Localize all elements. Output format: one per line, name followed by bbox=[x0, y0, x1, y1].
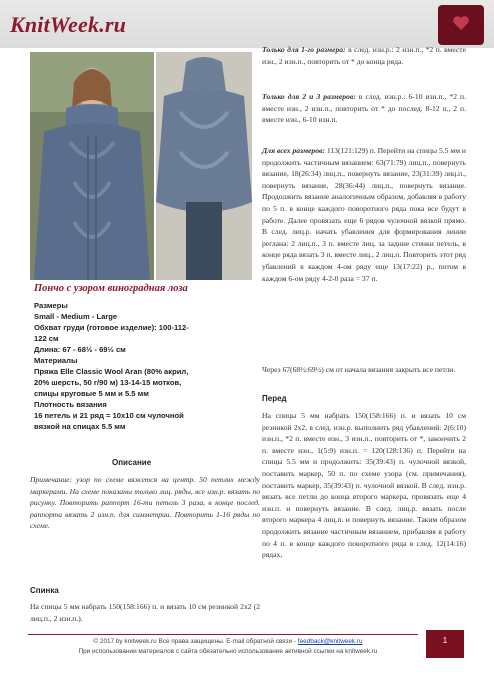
poncho-side-illustration bbox=[156, 52, 252, 280]
chest-value: 122 см bbox=[34, 334, 59, 343]
back-title: Спинка bbox=[30, 586, 59, 595]
length-value: Длина: 67 - 68½ - 69½ см bbox=[34, 345, 126, 354]
specs-block bbox=[34, 300, 256, 432]
chest-label: Обхват груди (готовое изделие): 100-112- bbox=[34, 323, 189, 332]
poncho-photo-side bbox=[156, 52, 252, 280]
footer-copyright bbox=[28, 637, 428, 647]
size1-text: в след. изн.р.: 2 изн.п., *2 п. вместе изн., 2 изн.п., повторить от * до конца ряда. bbox=[262, 45, 466, 66]
footer-divider bbox=[28, 634, 418, 635]
size23-lead: Только для 2 и 3 размеров: bbox=[262, 92, 356, 101]
all-sizes-text: 113(121:129) п. Перейти на спицы 5.5 мм и продолжить частичным вязанием: 63(71:79) лиц.п., повернуть вязание, 18(26:34) лиц.п., повернуть вязание, 23(31:39) лиц.п., повернуть вязание, 28(36:44) лиц.п., повернуть вязание. Продолжить вязание аналогичным образом, добавляя в работу по 5 п. в конце каждого поворотного ряда пока все будут в работе. Далее провязать еще 6 рядов чулочной вязкой прямо. В след. лиц.р. начать убавления для формирования линии реглана: 2 лиц.п., 3 п. вместе лиц. за задние стенки петель, в конце ряда вязать 3 п. вместе лиц., 2 лиц.п. Повторить этот ряд убавлений в каждом 4-ом ряду еще 13(17:22) р., потом в каждом 6-ом ряду 4-2-0 раза = 37 п. bbox=[262, 146, 466, 283]
back-text: На спицы 5 мм набрать 150(158:166) п. и вязать 10 см резинкой 2х2 (2 лиц.п., 2 изн.п.). bbox=[30, 602, 260, 623]
size23-paragraph bbox=[262, 91, 466, 126]
gauge-line-1: 16 петель и 21 ряд = 10x10 см чулочной bbox=[34, 411, 184, 420]
front-text: На спицы 5 мм набрать 150(158:166) п. и вязать 10 см резинкой 2х2, в след. изн.р. выполнить ряд убавлений: 2(6:10) изн.п., *2 п. вместе изн., 3 изн.п., повторить от *, закончить 2 п. вместе изн., 1(5:9) изн.п. = 120(128:136) п. Перейти на спицы 5.5 мм и продолжить: 35(39:43) п. чулочной вязкой, поставить маркер, 50 п. по схеме узора (см. примечания), поставить маркер, 35(39:43) п. чулочной вязкой. В след. изн.р. вязать все петли до конца второго маркера, провязать еще 4 изн.п. и повернуть вязание. В след. лиц.р. вязать после второго маркера 4 лиц.п. и повернуть вязание. Таким образом продолжить вязание частичным вязанием, прибавляя в работу по 4 п. в конце каждого поворотного ряда в след. 12(14:16) рядах, bbox=[262, 411, 466, 560]
description-text: Примечание: узор по схеме вяжется на центр. 50 петлях между маркерами. На схеме показаны только лиц. ряды, все изн.р. вязать по рисунку. Повторить раппорт 16-ти петель 3 раза, в конце послед. раппорта вязать 2 изн.п. для симметрии. Повторить 1-16 ряды по схеме. bbox=[30, 475, 260, 531]
materials-line-2: 20% шерсть, 50 г/90 м) 13-14-15 мотков, bbox=[34, 378, 182, 387]
sizes-label: Размеры bbox=[34, 301, 68, 310]
size23-text: в след. изн.р.: 6-10 изн.п., *2 п. вместе изн., 2 изн.п., повторить от * до послед. 8-12 п., 2 п. вместе изн., 6-10 изн.п. bbox=[262, 92, 466, 125]
bind-off-paragraph: Через 67(68½:69½) см от начала вязания закрыть все петли. bbox=[262, 365, 456, 374]
feedback-email-link[interactable]: feedback@knitweek.ru bbox=[297, 638, 363, 645]
front-title: Перед bbox=[262, 394, 287, 403]
description-title: Описание bbox=[112, 458, 152, 467]
materials-line-3: спицы круговые 5 мм и 5.5 мм bbox=[34, 389, 149, 398]
materials-line-1: Пряжа Elle Classic Wool Aran (80% акрил, bbox=[34, 367, 189, 376]
header-badge bbox=[438, 5, 484, 45]
gauge-label: Плотность вязания bbox=[34, 400, 107, 409]
all-sizes-paragraph bbox=[262, 145, 466, 284]
footer-notice: При использовании материалов с сайта обязательно использование активной ссылки на knitweek.ru bbox=[78, 648, 378, 655]
all-sizes-lead: Для всех размеров: bbox=[262, 146, 325, 155]
sizes-value: Small - Medium - Large bbox=[34, 312, 118, 321]
gauge-line-2: вязкой на спицах 5.5 мм bbox=[34, 422, 126, 431]
size1-paragraph bbox=[262, 44, 466, 67]
footer-copyright-text: © 2017 by knitweek.ru Все права защищены. E-mail обратной связи - bbox=[93, 638, 298, 645]
pattern-caption: Пончо с узором виноградная лоза bbox=[34, 283, 188, 294]
poncho-photo-front bbox=[30, 52, 154, 280]
materials-label: Материалы bbox=[34, 356, 78, 365]
size1-lead: Только для 1-го размера: bbox=[262, 45, 346, 54]
poncho-front-illustration bbox=[30, 52, 154, 280]
heart-icon bbox=[452, 15, 470, 31]
page-number: 1 bbox=[426, 630, 464, 658]
footer bbox=[28, 637, 428, 657]
site-logo[interactable]: KnitWeek.ru bbox=[10, 12, 127, 37]
